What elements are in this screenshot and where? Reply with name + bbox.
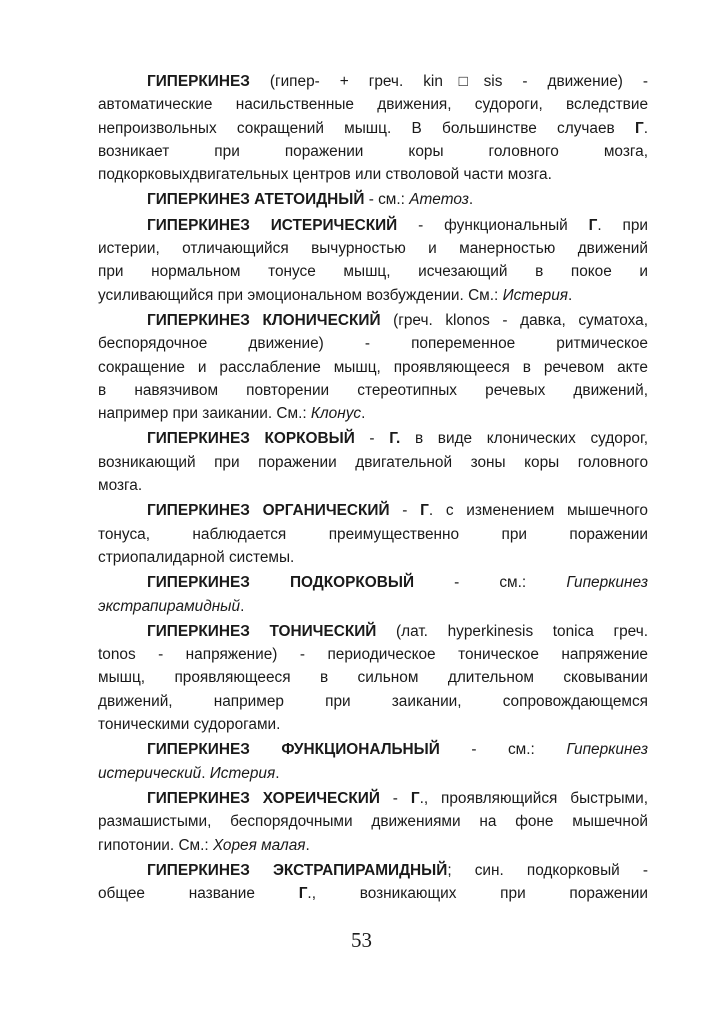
reference-text: Хорея малая <box>212 836 306 854</box>
dictionary-entry-tonichesky <box>98 620 648 736</box>
body-text: мышц, проявляющееся в сильном длительном сковывании <box>98 669 648 687</box>
text-line <box>98 188 648 211</box>
body-text: (гипер- + греч. kin□sis - движение) - <box>249 73 648 90</box>
dictionary-entry-korkovy <box>98 427 648 497</box>
body-text: гипотонии. См.: <box>98 836 213 854</box>
text-line <box>98 214 648 237</box>
term-text: ГИПЕРКИНЕЗ <box>147 73 250 90</box>
body-text: tonos - напряжение) - периодическое тоническое напряжение <box>98 646 648 664</box>
reference-text: Истерия <box>209 764 276 782</box>
body-text: . <box>361 405 366 423</box>
term-text: Г. <box>389 430 401 448</box>
term-text: Г <box>420 502 429 520</box>
dictionary-entry-atetoidny <box>98 188 648 211</box>
text-line <box>98 713 648 736</box>
term-text: ГИПЕРКИНЕЗ КЛОНИЧЕСКИЙ <box>147 311 381 329</box>
reference-text: Клонус <box>310 405 362 423</box>
text-line <box>98 260 648 283</box>
text-line <box>98 690 648 713</box>
text-line <box>98 117 648 140</box>
term-text: ГИПЕРКИНЕЗ АТЕТОИДНЫЙ <box>147 191 365 209</box>
term-text: ГИПЕРКИНЕЗ ОРГАНИЧЕСКИЙ <box>147 502 390 520</box>
text-line <box>98 834 648 857</box>
body-text: истерии, отличающийся вычурностью и манерностью движений <box>98 240 648 258</box>
body-text: . с изменением мышечного <box>428 502 648 520</box>
body-text: тонуса, наблюдается преимущественно при поражении <box>98 525 648 543</box>
dictionary-entry-funktsionalny <box>98 738 648 785</box>
body-text: мозга. <box>98 477 143 495</box>
term-text: Г <box>298 885 308 903</box>
page-text <box>98 70 648 907</box>
body-text: движений, например при заикании, сопровождающемся <box>98 692 648 710</box>
text-line <box>98 163 648 186</box>
body-text: возникающий при поражении двигательной зоны коры головного <box>98 453 648 471</box>
body-text: . <box>201 764 210 782</box>
text-line <box>98 787 648 810</box>
body-text: возникает при поражении коры головного мозга, <box>98 142 648 160</box>
body-text: при нормальном тонусе мышц, исчезающий в покое и <box>98 263 648 281</box>
body-text: - см.: <box>414 574 567 592</box>
text-line <box>98 546 648 569</box>
text-line <box>98 595 648 618</box>
body-text: . <box>275 764 280 782</box>
dictionary-entry-organichesky <box>98 499 648 569</box>
text-line <box>98 379 648 402</box>
body-text: автоматические насильственные движения, судороги, вследствие <box>98 96 648 114</box>
text-line <box>98 620 648 643</box>
body-text: - см.: <box>439 741 567 759</box>
text-line <box>98 70 648 93</box>
body-text: подкорковыхдвигательных центров или стволовой части мозга. <box>98 166 552 184</box>
body-text: . <box>568 286 573 304</box>
text-line <box>98 93 648 116</box>
term-text: ГИПЕРКИНЕЗ ПОДКОРКОВЫЙ <box>147 574 415 592</box>
body-text: размашистыми, беспорядочными движениями на фоне мышечной <box>98 813 648 831</box>
text-line <box>98 523 648 546</box>
dictionary-entry-ekstrapiramidny <box>98 859 648 906</box>
body-text: - <box>389 502 421 520</box>
text-line <box>98 451 648 474</box>
text-line <box>98 666 648 689</box>
body-text: в виде клонических судорог, <box>400 430 648 448</box>
reference-text: Гиперкинез <box>566 741 648 759</box>
body-text: общее название <box>98 885 299 903</box>
body-text: сокращение и расслабление мышц, проявляющееся в речевом акте <box>98 358 648 376</box>
body-text: усиливающийся при эмоциональном возбуждении. См.: <box>98 286 503 304</box>
body-text: - функциональный <box>397 216 589 234</box>
term-text: Г <box>410 789 420 807</box>
body-text: . <box>643 119 648 137</box>
body-text: (лат. hyperkinesis tonica греч. <box>376 622 648 640</box>
text-line <box>98 332 648 355</box>
text-line <box>98 356 648 379</box>
text-line <box>98 309 648 332</box>
term-text: Г <box>634 119 644 137</box>
body-text: . <box>240 597 245 615</box>
reference-text: Истерия <box>502 286 569 304</box>
text-line <box>98 140 648 163</box>
body-text: непроизвольных сокращений мышц. В большинстве случаев <box>98 119 635 137</box>
term-text: ГИПЕРКИНЕЗ ЭКСТРАПИРАМИДНЫЙ <box>147 861 448 879</box>
dictionary-entry-isterichesky <box>98 214 648 307</box>
body-text: ; син. подкорковый - <box>447 861 648 879</box>
term-text: ГИПЕРКИНЕЗ ФУНКЦИОНАЛЬНЫЙ <box>147 741 440 759</box>
body-text: . при <box>597 216 649 234</box>
body-text: беспорядочное движение) - попеременное ритмическое <box>98 335 648 353</box>
body-text: . <box>468 191 474 209</box>
body-text: ., возникающих при поражении <box>307 885 648 903</box>
reference-text: Атетоз <box>409 191 469 209</box>
term-text: ГИПЕРКИНЕЗ ИСТЕРИЧЕСКИЙ <box>147 216 398 234</box>
term-text: ГИПЕРКИНЕЗ КОРКОВЫЙ <box>147 430 355 448</box>
term-text: ГИПЕРКИНЕЗ ТОНИЧЕСКИЙ <box>147 622 377 640</box>
text-line <box>98 402 648 425</box>
text-line <box>98 810 648 833</box>
term-text: Г <box>588 216 598 234</box>
reference-text: истерический <box>98 764 202 782</box>
term-text: ГИПЕРКИНЕЗ ХОРЕИЧЕСКИЙ <box>147 789 380 807</box>
dictionary-entry-horeichesky <box>98 787 648 857</box>
reference-text: Гиперкинез <box>566 574 648 592</box>
body-text: например при заикании. См.: <box>98 405 311 423</box>
body-text: в навязчивом повторении стереотипных речевых движений, <box>98 381 648 399</box>
page-number: 53 <box>351 928 372 952</box>
text-line <box>98 643 648 666</box>
reference-text: экстрапирамидный <box>98 597 241 615</box>
text-line <box>98 859 648 882</box>
dictionary-entry-klonichesky <box>98 309 648 425</box>
text-line <box>98 571 648 594</box>
body-text: - см.: <box>364 191 410 209</box>
text-line <box>98 427 648 450</box>
text-line <box>98 474 648 497</box>
body-text: (греч. klonos - давка, суматоха, <box>380 311 649 329</box>
body-text: - <box>354 430 390 448</box>
text-line <box>98 237 648 260</box>
body-text: . <box>305 836 310 854</box>
text-line <box>98 762 648 785</box>
text-line <box>98 738 648 761</box>
text-line <box>98 882 648 905</box>
body-text: ., проявляющийся быстрыми, <box>419 789 648 807</box>
dictionary-entry-giperkinez <box>98 70 648 186</box>
text-line <box>98 284 648 307</box>
body-text: - <box>379 789 411 807</box>
dictionary-entry-podkorkovy <box>98 571 648 618</box>
body-text: тоническими судорогами. <box>98 716 281 734</box>
text-line <box>98 499 648 522</box>
body-text: стриопалидарной системы. <box>98 548 295 566</box>
